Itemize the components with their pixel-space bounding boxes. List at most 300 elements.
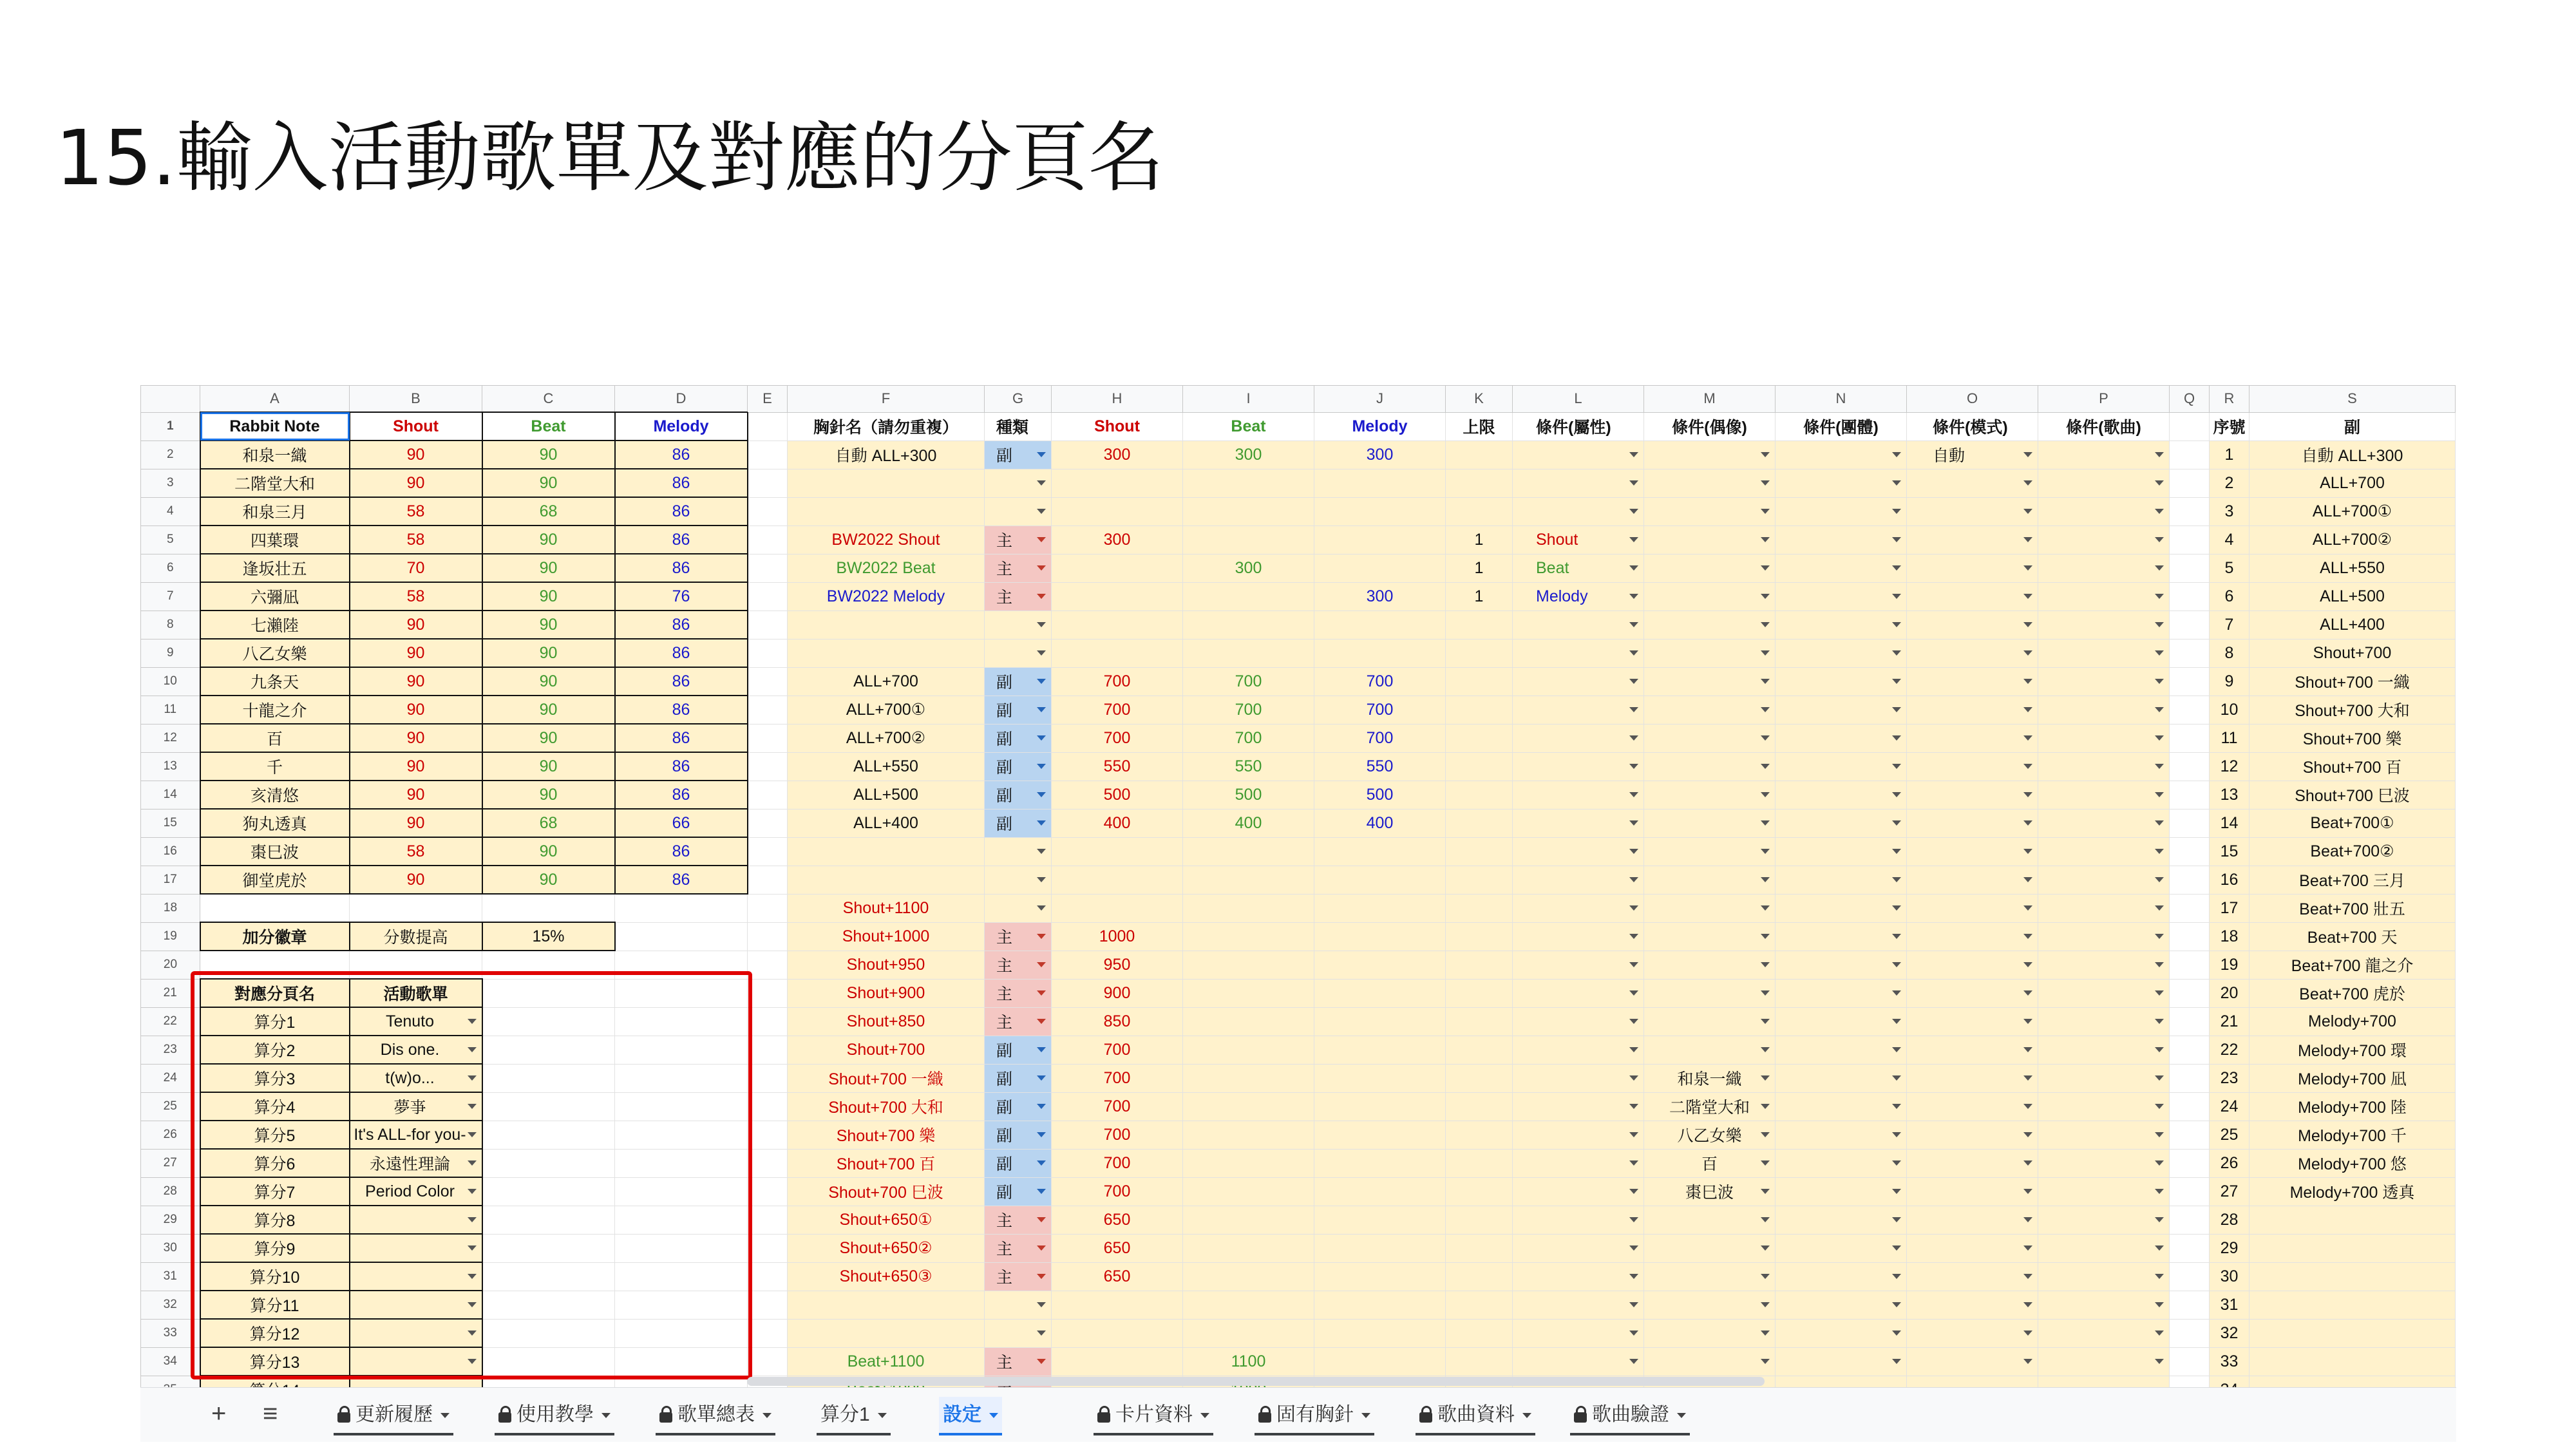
dropdown-arrow-icon[interactable] — [2023, 1302, 2032, 1307]
cell-d4[interactable] — [615, 497, 748, 526]
cell-m20[interactable] — [1644, 951, 1776, 979]
cell-m14[interactable] — [1644, 781, 1776, 809]
cell-i8[interactable] — [1183, 611, 1314, 639]
cell-g33[interactable] — [985, 1319, 1052, 1347]
cell-q4[interactable] — [2170, 497, 2210, 526]
cell-g5[interactable] — [985, 526, 1052, 554]
dropdown-arrow-icon[interactable] — [2023, 594, 2032, 599]
cell-i15[interactable] — [1183, 809, 1314, 837]
dropdown-arrow-icon[interactable] — [2023, 1160, 2032, 1166]
cell-k10[interactable] — [1446, 667, 1513, 696]
dropdown-arrow-icon[interactable] — [2023, 480, 2032, 486]
cell-j7[interactable] — [1314, 582, 1446, 611]
dropdown-arrow-icon[interactable] — [1629, 1359, 1638, 1364]
cell-o15[interactable] — [1907, 809, 2038, 837]
cell-d12[interactable] — [615, 724, 748, 752]
cell-p5[interactable] — [2038, 526, 2170, 554]
cell-f33[interactable] — [788, 1319, 985, 1347]
dropdown-arrow-icon[interactable] — [1892, 1245, 1901, 1251]
cell-f7[interactable] — [788, 582, 985, 611]
cell-m2[interactable] — [1644, 440, 1776, 469]
horizontal-scrollbar[interactable] — [747, 1377, 1765, 1386]
cell-r8[interactable] — [2210, 611, 2249, 639]
cell-f21[interactable] — [788, 979, 985, 1007]
cell-b12[interactable] — [350, 724, 482, 752]
cell-o18[interactable] — [1907, 894, 2038, 922]
cell-e7[interactable] — [748, 582, 788, 611]
cell-p24[interactable] — [2038, 1064, 2170, 1092]
cell-s25[interactable] — [2249, 1092, 2456, 1121]
cell-o9[interactable] — [1907, 639, 2038, 667]
cell-q26[interactable] — [2170, 1121, 2210, 1149]
cell-p2[interactable] — [2038, 440, 2170, 469]
dropdown-arrow-icon[interactable] — [1892, 735, 1901, 741]
cell-e31[interactable] — [748, 1262, 788, 1291]
cell-h12[interactable] — [1052, 724, 1183, 752]
cell-p31[interactable] — [2038, 1262, 2170, 1291]
dropdown-arrow-icon[interactable] — [2155, 1217, 2164, 1222]
dropdown-arrow-icon[interactable] — [1037, 679, 1046, 684]
cell-f6[interactable] — [788, 554, 985, 582]
cell-s9[interactable] — [2249, 639, 2456, 667]
dropdown-arrow-icon[interactable] — [1761, 1359, 1770, 1364]
cell-j19[interactable] — [1314, 922, 1446, 951]
cell-h6[interactable] — [1052, 554, 1183, 582]
sheet-tab-3[interactable] — [656, 1397, 775, 1435]
cell-l26[interactable] — [1513, 1121, 1644, 1149]
dropdown-arrow-icon[interactable] — [1892, 594, 1901, 599]
cell-j27[interactable] — [1314, 1149, 1446, 1177]
dropdown-arrow-icon[interactable] — [1037, 565, 1046, 571]
cell-g12[interactable] — [985, 724, 1052, 752]
cell-l23[interactable] — [1513, 1036, 1644, 1064]
cell-k3[interactable] — [1446, 469, 1513, 497]
cell-i30[interactable] — [1183, 1234, 1314, 1262]
dropdown-arrow-icon[interactable] — [2023, 537, 2032, 542]
cell-e21[interactable] — [748, 979, 788, 1007]
cell-n24[interactable] — [1776, 1064, 1907, 1092]
cell-i18[interactable] — [1183, 894, 1314, 922]
cell-d10[interactable] — [615, 667, 748, 696]
cell-n23[interactable] — [1776, 1036, 1907, 1064]
cell-f2[interactable] — [788, 440, 985, 469]
cell-i29[interactable] — [1183, 1206, 1314, 1234]
cell-h27[interactable] — [1052, 1149, 1183, 1177]
cell-q25[interactable] — [2170, 1092, 2210, 1121]
dropdown-arrow-icon[interactable] — [1761, 962, 1770, 967]
sheet-tab-1[interactable] — [334, 1397, 453, 1435]
cell-o33[interactable] — [1907, 1319, 2038, 1347]
dropdown-arrow-icon[interactable] — [1037, 1331, 1046, 1336]
cell-a9[interactable] — [200, 639, 350, 667]
cell-o21[interactable] — [1907, 979, 2038, 1007]
cell-m26[interactable] — [1644, 1121, 1776, 1149]
cell-j8[interactable] — [1314, 611, 1446, 639]
chevron-down-icon[interactable] — [1200, 1413, 1209, 1418]
cell-b8[interactable] — [350, 611, 482, 639]
cell-i14[interactable] — [1183, 781, 1314, 809]
dropdown-arrow-icon[interactable] — [2023, 877, 2032, 882]
dropdown-arrow-icon[interactable] — [1892, 537, 1901, 542]
cell-p25[interactable] — [2038, 1092, 2170, 1121]
cell-n25[interactable] — [1776, 1092, 1907, 1121]
cell-b19[interactable] — [350, 922, 482, 951]
cell-g30[interactable] — [985, 1234, 1052, 1262]
cell-i9[interactable] — [1183, 639, 1314, 667]
cell-i12[interactable] — [1183, 724, 1314, 752]
dropdown-arrow-icon[interactable] — [1761, 735, 1770, 741]
cell-a1[interactable] — [200, 412, 350, 440]
cell-o12[interactable] — [1907, 724, 2038, 752]
cell-i31[interactable] — [1183, 1262, 1314, 1291]
dropdown-arrow-icon[interactable] — [2155, 1075, 2164, 1081]
cell-j3[interactable] — [1314, 469, 1446, 497]
cell-l29[interactable] — [1513, 1206, 1644, 1234]
row-header[interactable]: 21 — [141, 979, 200, 1007]
dropdown-arrow-icon[interactable] — [2155, 650, 2164, 656]
cell-j21[interactable] — [1314, 979, 1446, 1007]
cell-o20[interactable] — [1907, 951, 2038, 979]
cell-k9[interactable] — [1446, 639, 1513, 667]
dropdown-arrow-icon[interactable] — [2023, 792, 2032, 797]
cell-r32[interactable] — [2210, 1291, 2249, 1319]
dropdown-arrow-icon[interactable] — [2155, 877, 2164, 882]
cell-q32[interactable] — [2170, 1291, 2210, 1319]
dropdown-arrow-icon[interactable] — [1761, 1075, 1770, 1081]
cell-m8[interactable] — [1644, 611, 1776, 639]
dropdown-arrow-icon[interactable] — [2155, 679, 2164, 684]
dropdown-arrow-icon[interactable] — [1761, 1274, 1770, 1279]
dropdown-arrow-icon[interactable] — [1037, 622, 1046, 627]
dropdown-arrow-icon[interactable] — [2155, 962, 2164, 967]
sheet-tab-9[interactable] — [1570, 1397, 1690, 1435]
cell-g16[interactable] — [985, 837, 1052, 866]
cell-m29[interactable] — [1644, 1206, 1776, 1234]
dropdown-arrow-icon[interactable] — [2155, 480, 2164, 486]
cell-a6[interactable] — [200, 554, 350, 582]
row-header[interactable]: 27 — [141, 1149, 200, 1177]
cell-o17[interactable] — [1907, 866, 2038, 894]
dropdown-arrow-icon[interactable] — [2155, 622, 2164, 627]
cell-n21[interactable] — [1776, 979, 1907, 1007]
cell-r29[interactable] — [2210, 1206, 2249, 1234]
cell-r18[interactable] — [2210, 894, 2249, 922]
cell-e12[interactable] — [748, 724, 788, 752]
cell-f18[interactable] — [788, 894, 985, 922]
chevron-down-icon[interactable] — [440, 1413, 450, 1418]
cell-f13[interactable] — [788, 752, 985, 781]
cell-n4[interactable] — [1776, 497, 1907, 526]
column-header-a[interactable]: A — [200, 386, 350, 413]
cell-m31[interactable] — [1644, 1262, 1776, 1291]
cell-p29[interactable] — [2038, 1206, 2170, 1234]
cell-q7[interactable] — [2170, 582, 2210, 611]
cell-p15[interactable] — [2038, 809, 2170, 837]
dropdown-arrow-icon[interactable] — [1892, 905, 1901, 911]
cell-r31[interactable] — [2210, 1262, 2249, 1291]
cell-p26[interactable] — [2038, 1121, 2170, 1149]
cell-p12[interactable] — [2038, 724, 2170, 752]
dropdown-arrow-icon[interactable] — [1892, 962, 1901, 967]
dropdown-arrow-icon[interactable] — [1037, 1302, 1046, 1307]
dropdown-arrow-icon[interactable] — [2023, 1019, 2032, 1024]
cell-j23[interactable] — [1314, 1036, 1446, 1064]
cell-f28[interactable] — [788, 1177, 985, 1206]
cell-n28[interactable] — [1776, 1177, 1907, 1206]
dropdown-arrow-icon[interactable] — [1761, 1160, 1770, 1166]
cell-m24[interactable] — [1644, 1064, 1776, 1092]
cell-p4[interactable] — [2038, 497, 2170, 526]
cell-q15[interactable] — [2170, 809, 2210, 837]
cell-j26[interactable] — [1314, 1121, 1446, 1149]
cell-i20[interactable] — [1183, 951, 1314, 979]
cell-d1[interactable] — [615, 412, 748, 440]
cell-n22[interactable] — [1776, 1007, 1907, 1036]
cell-k7[interactable] — [1446, 582, 1513, 611]
dropdown-arrow-icon[interactable] — [2023, 679, 2032, 684]
dropdown-arrow-icon[interactable] — [1761, 1245, 1770, 1251]
cell-r30[interactable] — [2210, 1234, 2249, 1262]
cell-s23[interactable] — [2249, 1036, 2456, 1064]
cell-i26[interactable] — [1183, 1121, 1314, 1149]
dropdown-arrow-icon[interactable] — [1629, 792, 1638, 797]
cell-f27[interactable] — [788, 1149, 985, 1177]
cell-a7[interactable] — [200, 582, 350, 611]
cell-r14[interactable] — [2210, 781, 2249, 809]
cell-m23[interactable] — [1644, 1036, 1776, 1064]
cell-i28[interactable] — [1183, 1177, 1314, 1206]
cell-p34[interactable] — [2038, 1347, 2170, 1376]
cell-k34[interactable] — [1446, 1347, 1513, 1376]
cell-i32[interactable] — [1183, 1291, 1314, 1319]
dropdown-arrow-icon[interactable] — [1629, 537, 1638, 542]
cell-j32[interactable] — [1314, 1291, 1446, 1319]
cell-n27[interactable] — [1776, 1149, 1907, 1177]
cell-j5[interactable] — [1314, 526, 1446, 554]
row-header[interactable]: 2 — [141, 440, 200, 469]
dropdown-arrow-icon[interactable] — [2155, 934, 2164, 939]
cell-h23[interactable] — [1052, 1036, 1183, 1064]
dropdown-arrow-icon[interactable] — [1629, 594, 1638, 599]
dropdown-arrow-icon[interactable] — [1629, 707, 1638, 712]
dropdown-arrow-icon[interactable] — [1037, 707, 1046, 712]
cell-m15[interactable] — [1644, 809, 1776, 837]
cell-o13[interactable] — [1907, 752, 2038, 781]
cell-e8[interactable] — [748, 611, 788, 639]
dropdown-arrow-icon[interactable] — [1892, 1132, 1901, 1137]
cell-i34[interactable] — [1183, 1347, 1314, 1376]
cell-c1[interactable] — [482, 412, 615, 440]
dropdown-arrow-icon[interactable] — [1037, 990, 1046, 996]
cell-r5[interactable] — [2210, 526, 2249, 554]
dropdown-arrow-icon[interactable] — [1037, 962, 1046, 967]
dropdown-arrow-icon[interactable] — [1037, 1189, 1046, 1194]
dropdown-arrow-icon[interactable] — [2023, 962, 2032, 967]
cell-s11[interactable] — [2249, 696, 2456, 724]
cell-m6[interactable] — [1644, 554, 1776, 582]
cell-m22[interactable] — [1644, 1007, 1776, 1036]
cell-h10[interactable] — [1052, 667, 1183, 696]
cell-r28[interactable] — [2210, 1177, 2249, 1206]
cell-j18[interactable] — [1314, 894, 1446, 922]
cell-h17[interactable] — [1052, 866, 1183, 894]
dropdown-arrow-icon[interactable] — [2155, 509, 2164, 514]
dropdown-arrow-icon[interactable] — [2155, 905, 2164, 911]
cell-l22[interactable] — [1513, 1007, 1644, 1036]
cell-c5[interactable] — [482, 526, 615, 554]
cell-m17[interactable] — [1644, 866, 1776, 894]
dropdown-arrow-icon[interactable] — [2155, 792, 2164, 797]
cell-i4[interactable] — [1183, 497, 1314, 526]
cell-a16[interactable] — [200, 837, 350, 866]
dropdown-arrow-icon[interactable] — [1892, 480, 1901, 486]
cell-q11[interactable] — [2170, 696, 2210, 724]
column-header-j[interactable]: J — [1314, 386, 1446, 413]
dropdown-arrow-icon[interactable] — [1037, 452, 1046, 457]
dropdown-arrow-icon[interactable] — [1892, 990, 1901, 996]
cell-o19[interactable] — [1907, 922, 2038, 951]
cell-q10[interactable] — [2170, 667, 2210, 696]
cell-j15[interactable] — [1314, 809, 1446, 837]
cell-q12[interactable] — [2170, 724, 2210, 752]
cell-o8[interactable] — [1907, 611, 2038, 639]
dropdown-arrow-icon[interactable] — [2023, 1274, 2032, 1279]
cell-g3[interactable] — [985, 469, 1052, 497]
dropdown-arrow-icon[interactable] — [1892, 650, 1901, 656]
cell-c6[interactable] — [482, 554, 615, 582]
cell-q30[interactable] — [2170, 1234, 2210, 1262]
cell-p20[interactable] — [2038, 951, 2170, 979]
dropdown-arrow-icon[interactable] — [2023, 1245, 2032, 1251]
chevron-down-icon[interactable] — [762, 1413, 772, 1418]
cell-d2[interactable] — [615, 440, 748, 469]
cell-s12[interactable] — [2249, 724, 2456, 752]
cell-p13[interactable] — [2038, 752, 2170, 781]
cell-p16[interactable] — [2038, 837, 2170, 866]
dropdown-arrow-icon[interactable] — [1629, 735, 1638, 741]
cell-r17[interactable] — [2210, 866, 2249, 894]
dropdown-arrow-icon[interactable] — [1037, 849, 1046, 854]
cell-q19[interactable] — [2170, 922, 2210, 951]
dropdown-arrow-icon[interactable] — [2023, 990, 2032, 996]
dropdown-arrow-icon[interactable] — [1892, 452, 1901, 457]
cell-q31[interactable] — [2170, 1262, 2210, 1291]
dropdown-arrow-icon[interactable] — [1037, 594, 1046, 599]
cell-b3[interactable] — [350, 469, 482, 497]
cell-s32[interactable] — [2249, 1291, 2456, 1319]
cell-q1[interactable] — [2170, 412, 2210, 440]
cell-f11[interactable] — [788, 696, 985, 724]
cell-c11[interactable] — [482, 696, 615, 724]
cell-f31[interactable] — [788, 1262, 985, 1291]
cell-b17[interactable] — [350, 866, 482, 894]
row-header[interactable]: 20 — [141, 951, 200, 979]
dropdown-arrow-icon[interactable] — [1037, 1019, 1046, 1024]
cell-m13[interactable] — [1644, 752, 1776, 781]
dropdown-arrow-icon[interactable] — [2023, 1104, 2032, 1109]
cell-g31[interactable] — [985, 1262, 1052, 1291]
dropdown-arrow-icon[interactable] — [2023, 849, 2032, 854]
cell-q17[interactable] — [2170, 866, 2210, 894]
cell-l28[interactable] — [1513, 1177, 1644, 1206]
cell-k1[interactable] — [1446, 412, 1513, 440]
cell-h31[interactable] — [1052, 1262, 1183, 1291]
cell-i19[interactable] — [1183, 922, 1314, 951]
cell-f3[interactable] — [788, 469, 985, 497]
cell-g27[interactable] — [985, 1149, 1052, 1177]
cell-o24[interactable] — [1907, 1064, 2038, 1092]
chevron-down-icon[interactable] — [989, 1413, 998, 1418]
sheet-tab-6[interactable] — [1094, 1397, 1213, 1435]
cell-s17[interactable] — [2249, 866, 2456, 894]
cell-k23[interactable] — [1446, 1036, 1513, 1064]
row-header[interactable]: 16 — [141, 837, 200, 866]
cell-k21[interactable] — [1446, 979, 1513, 1007]
dropdown-arrow-icon[interactable] — [1629, 565, 1638, 571]
cell-d14[interactable] — [615, 781, 748, 809]
cell-e17[interactable] — [748, 866, 788, 894]
cell-g26[interactable] — [985, 1121, 1052, 1149]
cell-q22[interactable] — [2170, 1007, 2210, 1036]
row-header[interactable]: 29 — [141, 1206, 200, 1234]
cell-n3[interactable] — [1776, 469, 1907, 497]
row-header[interactable]: 15 — [141, 809, 200, 837]
cell-d15[interactable] — [615, 809, 748, 837]
cell-k33[interactable] — [1446, 1319, 1513, 1347]
cell-c10[interactable] — [482, 667, 615, 696]
dropdown-arrow-icon[interactable] — [2023, 509, 2032, 514]
dropdown-arrow-icon[interactable] — [1629, 1104, 1638, 1109]
cell-f26[interactable] — [788, 1121, 985, 1149]
cell-q18[interactable] — [2170, 894, 2210, 922]
cell-e6[interactable] — [748, 554, 788, 582]
cell-k18[interactable] — [1446, 894, 1513, 922]
cell-c19[interactable] — [482, 922, 615, 951]
dropdown-arrow-icon[interactable] — [1629, 650, 1638, 656]
cell-b2[interactable] — [350, 440, 482, 469]
dropdown-arrow-icon[interactable] — [1761, 452, 1770, 457]
cell-p30[interactable] — [2038, 1234, 2170, 1262]
cell-c18[interactable] — [482, 894, 615, 922]
cell-m7[interactable] — [1644, 582, 1776, 611]
cell-e30[interactable] — [748, 1234, 788, 1262]
cell-r13[interactable] — [2210, 752, 2249, 781]
cell-o4[interactable] — [1907, 497, 2038, 526]
cell-o16[interactable] — [1907, 837, 2038, 866]
row-header[interactable]: 1 — [141, 412, 200, 440]
cell-c2[interactable] — [482, 440, 615, 469]
dropdown-arrow-icon[interactable] — [2155, 764, 2164, 769]
column-header-n[interactable]: N — [1776, 386, 1907, 413]
cell-i16[interactable] — [1183, 837, 1314, 866]
dropdown-arrow-icon[interactable] — [2155, 735, 2164, 741]
dropdown-arrow-icon[interactable] — [2023, 650, 2032, 656]
dropdown-arrow-icon[interactable] — [1761, 820, 1770, 826]
sheet-tab-4[interactable] — [817, 1397, 891, 1435]
cell-p7[interactable] — [2038, 582, 2170, 611]
cell-j29[interactable] — [1314, 1206, 1446, 1234]
dropdown-arrow-icon[interactable] — [1761, 1217, 1770, 1222]
cell-s4[interactable] — [2249, 497, 2456, 526]
cell-h18[interactable] — [1052, 894, 1183, 922]
dropdown-arrow-icon[interactable] — [1892, 565, 1901, 571]
cell-l3[interactable] — [1513, 469, 1644, 497]
cell-f20[interactable] — [788, 951, 985, 979]
dropdown-arrow-icon[interactable] — [1761, 707, 1770, 712]
dropdown-arrow-icon[interactable] — [2155, 594, 2164, 599]
cell-j22[interactable] — [1314, 1007, 1446, 1036]
cell-s16[interactable] — [2249, 837, 2456, 866]
